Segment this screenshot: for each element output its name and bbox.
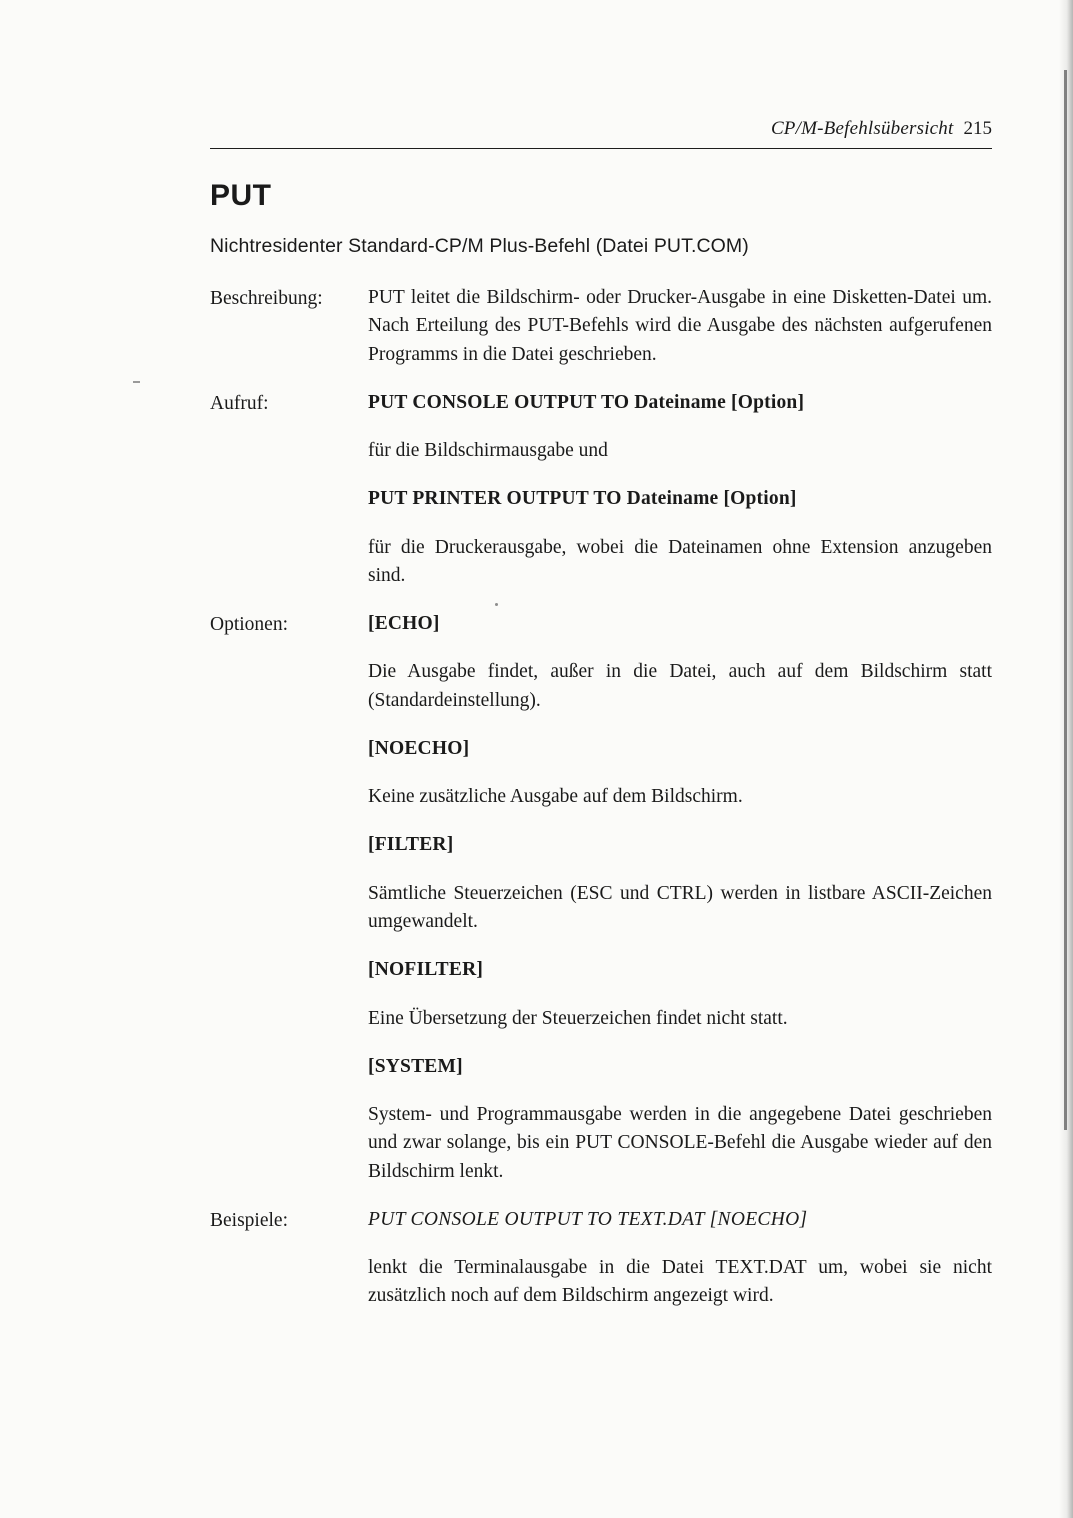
description-text: PUT leitet die Bildschirm- oder Drucker-Ausgabe in eine Disketten-Datei um. Nach Erteilung des PUT-Befehls wird die Ausgabe des nächsten aufgerufenen Programms in die Datei geschrieben.	[368, 287, 992, 365]
option-text-noecho: Keine zusätzliche Ausgabe auf dem Bildschirm.	[368, 786, 743, 808]
command-subtitle: Nichtresidenter Standard-CP/M Plus-Befehl (Datei PUT.COM)	[210, 235, 749, 257]
call-note-printer: für die Druckerausgabe, wobei die Dateinamen ohne Extension anzugeben sind.	[368, 536, 992, 586]
running-head-title: CP/M-Befehlsübersicht	[770, 118, 954, 139]
option-text-echo: Die Ausgabe findet, außer in die Datei, auch auf dem Bildschirm statt (Standardeinstellung).	[368, 661, 992, 711]
call-note-console: für die Bildschirmausgabe und	[368, 440, 608, 462]
running-head	[210, 118, 992, 148]
option-name-noecho: [NOECHO]	[368, 737, 470, 759]
call-syntax-printer: PUT PRINTER OUTPUT TO Dateiname [Option]	[368, 488, 797, 510]
option-name-echo: [ECHO]	[368, 613, 440, 635]
section-examples	[210, 1206, 992, 1311]
option-text-nofilter: Eine Übersetzung der Steuerzeichen findet nicht statt.	[368, 1007, 788, 1029]
example-text: lenkt die Terminalausgabe in die Datei TEXT.DAT um, wobei sie nicht zusätzlich noch auf dem Bildschirm angezeigt wird.	[368, 1257, 992, 1307]
page-title: PUT	[210, 179, 272, 212]
option-name-system: [SYSTEM]	[368, 1055, 463, 1077]
header-rule	[210, 148, 992, 149]
page-number: 215	[963, 118, 992, 139]
option-text-filter: Sämtliche Steuerzeichen (ESC und CTRL) werden in listbare ASCII-Zeichen umgewandelt.	[368, 882, 992, 932]
page-content	[210, 118, 992, 1331]
call-body	[368, 389, 992, 590]
description-body	[368, 284, 992, 369]
option-name-filter: [FILTER]	[368, 834, 454, 856]
description-label: Beschreibung:	[210, 288, 323, 309]
options-body	[368, 610, 992, 1186]
call-syntax-console: PUT CONSOLE OUTPUT TO Dateiname [Option]	[368, 391, 805, 413]
example-command: PUT CONSOLE OUTPUT TO TEXT.DAT [NOECHO]	[368, 1208, 808, 1230]
call-label: Aufruf:	[210, 392, 269, 414]
examples-label: Beispiele:	[210, 1209, 288, 1231]
section-call	[210, 389, 992, 590]
examples-body	[368, 1206, 992, 1311]
section-options	[210, 610, 992, 1186]
options-label: Optionen:	[210, 614, 288, 636]
page-margin-mark	[133, 381, 140, 383]
scan-binding-line	[1064, 70, 1067, 1130]
option-name-nofilter: [NOFILTER]	[368, 959, 484, 981]
section-description	[210, 284, 992, 369]
option-text-system: System- und Programmausgabe werden in die angegebene Datei geschrieben und zwar solange, bis ein PUT CONSOLE-Befehl die Ausgabe wieder auf den Bildschirm lenkt.	[368, 1104, 992, 1182]
